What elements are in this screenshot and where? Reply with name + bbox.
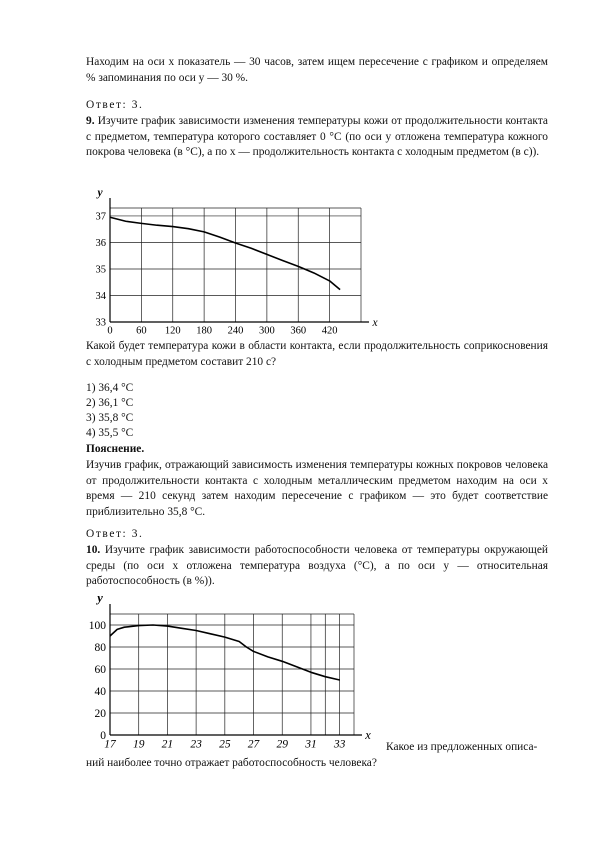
y-tick-label: 100: [88, 620, 106, 633]
x-tick-label: 420: [321, 325, 338, 337]
y-axis-label: y: [97, 591, 103, 605]
option-2: 2) 36,1 °С: [86, 397, 134, 409]
question-10-text: [86, 543, 548, 590]
question-10-question-line1: Какое из предложенных описа-: [386, 741, 538, 753]
y-tick-label: 35: [95, 264, 106, 276]
x-tick-label: 19: [132, 738, 145, 751]
y-tick-label: 20: [94, 708, 106, 721]
x-tick-label: 33: [333, 738, 346, 751]
x-tick-label: 29: [276, 738, 288, 751]
option-1: 1) 36,4 °С: [86, 382, 134, 394]
y-tick-label: 80: [94, 642, 106, 655]
x-tick-label: 120: [164, 325, 181, 337]
question-10-number: 10.: [86, 544, 101, 556]
x-tick-label: 180: [196, 325, 212, 337]
y-tick-label: 60: [94, 664, 106, 677]
question-9-body: Изучите график зависимости изменения температуры кожи от продолжительности контакта с предметом, температура которого составляет 0 °С (по оси y отложена температура кожного покрова человека (в °С), а по x — продолжительность контакта с холодным предметом (в с)).: [86, 115, 548, 159]
question-10-body: Изучите график зависимости работоспособности человека от температуры окружающей среды (по оси x отложена температура воздуха (°С), а по оси y — относительная работоспособность (в %)).: [86, 544, 548, 588]
option-3: 3) 35,8 °С: [86, 412, 134, 424]
x-tick-label: 21: [161, 738, 174, 751]
x-tick-label: 240: [227, 325, 244, 337]
x-tick-label: 360: [290, 325, 307, 337]
answer-9: Ответ: 3.: [86, 528, 144, 540]
intro-paragraph: Находим на оси x показатель — 30 часов, затем ищем пересечение с графиком и определяем % запоминания по оси y — 30 %.: [86, 56, 548, 84]
x-tick-label: 300: [259, 325, 275, 337]
y-tick-label: 37: [95, 211, 106, 223]
question-9-question: Какой будет температура кожи в области контакта, если продолжительность соприкосновения с холодным предметом составит 210 с?: [86, 340, 548, 368]
question-10-question-line2: ний наиболее точно отражает работоспособность человека?: [86, 757, 377, 769]
x-tick-label: 31: [305, 738, 317, 751]
y-tick-label: 34: [95, 291, 106, 303]
question-9-number: 9.: [86, 115, 95, 127]
y-axis-label: y: [97, 187, 103, 199]
explanation-text: Изучив график, отражающий зависимость изменения температуры кожных покровов человека от продолжительности контакта с холодным металлическим предметом находим на оси x время — 210 секунд затем находим пересечение с графиком — это будет соответствие приблизительно 35,8 °С.: [86, 459, 548, 518]
x-tick-label: 60: [136, 325, 147, 337]
explanation-title: Пояснение.: [86, 443, 145, 455]
question-9-text: [86, 114, 548, 161]
option-4: 4) 35,5 °С: [86, 427, 134, 439]
x-tick-label: 23: [190, 738, 202, 751]
chart-skin-temperature: [76, 176, 378, 337]
x-tick-label: 25: [219, 738, 231, 751]
x-tick-label: 27: [247, 738, 260, 751]
x-axis-label: x: [365, 728, 371, 742]
answer-previous: Ответ: 3.: [86, 99, 144, 111]
y-tick-label: 40: [94, 686, 106, 699]
y-tick-label: 0: [100, 730, 106, 743]
series-line: [110, 217, 340, 289]
x-tick-label: 17: [104, 738, 116, 751]
chart-work-capacity: [86, 587, 386, 752]
y-tick-label: 33: [95, 317, 106, 329]
y-tick-label: 36: [95, 238, 106, 250]
x-tick-label: 0: [107, 325, 113, 337]
x-axis-label: x: [372, 317, 378, 329]
